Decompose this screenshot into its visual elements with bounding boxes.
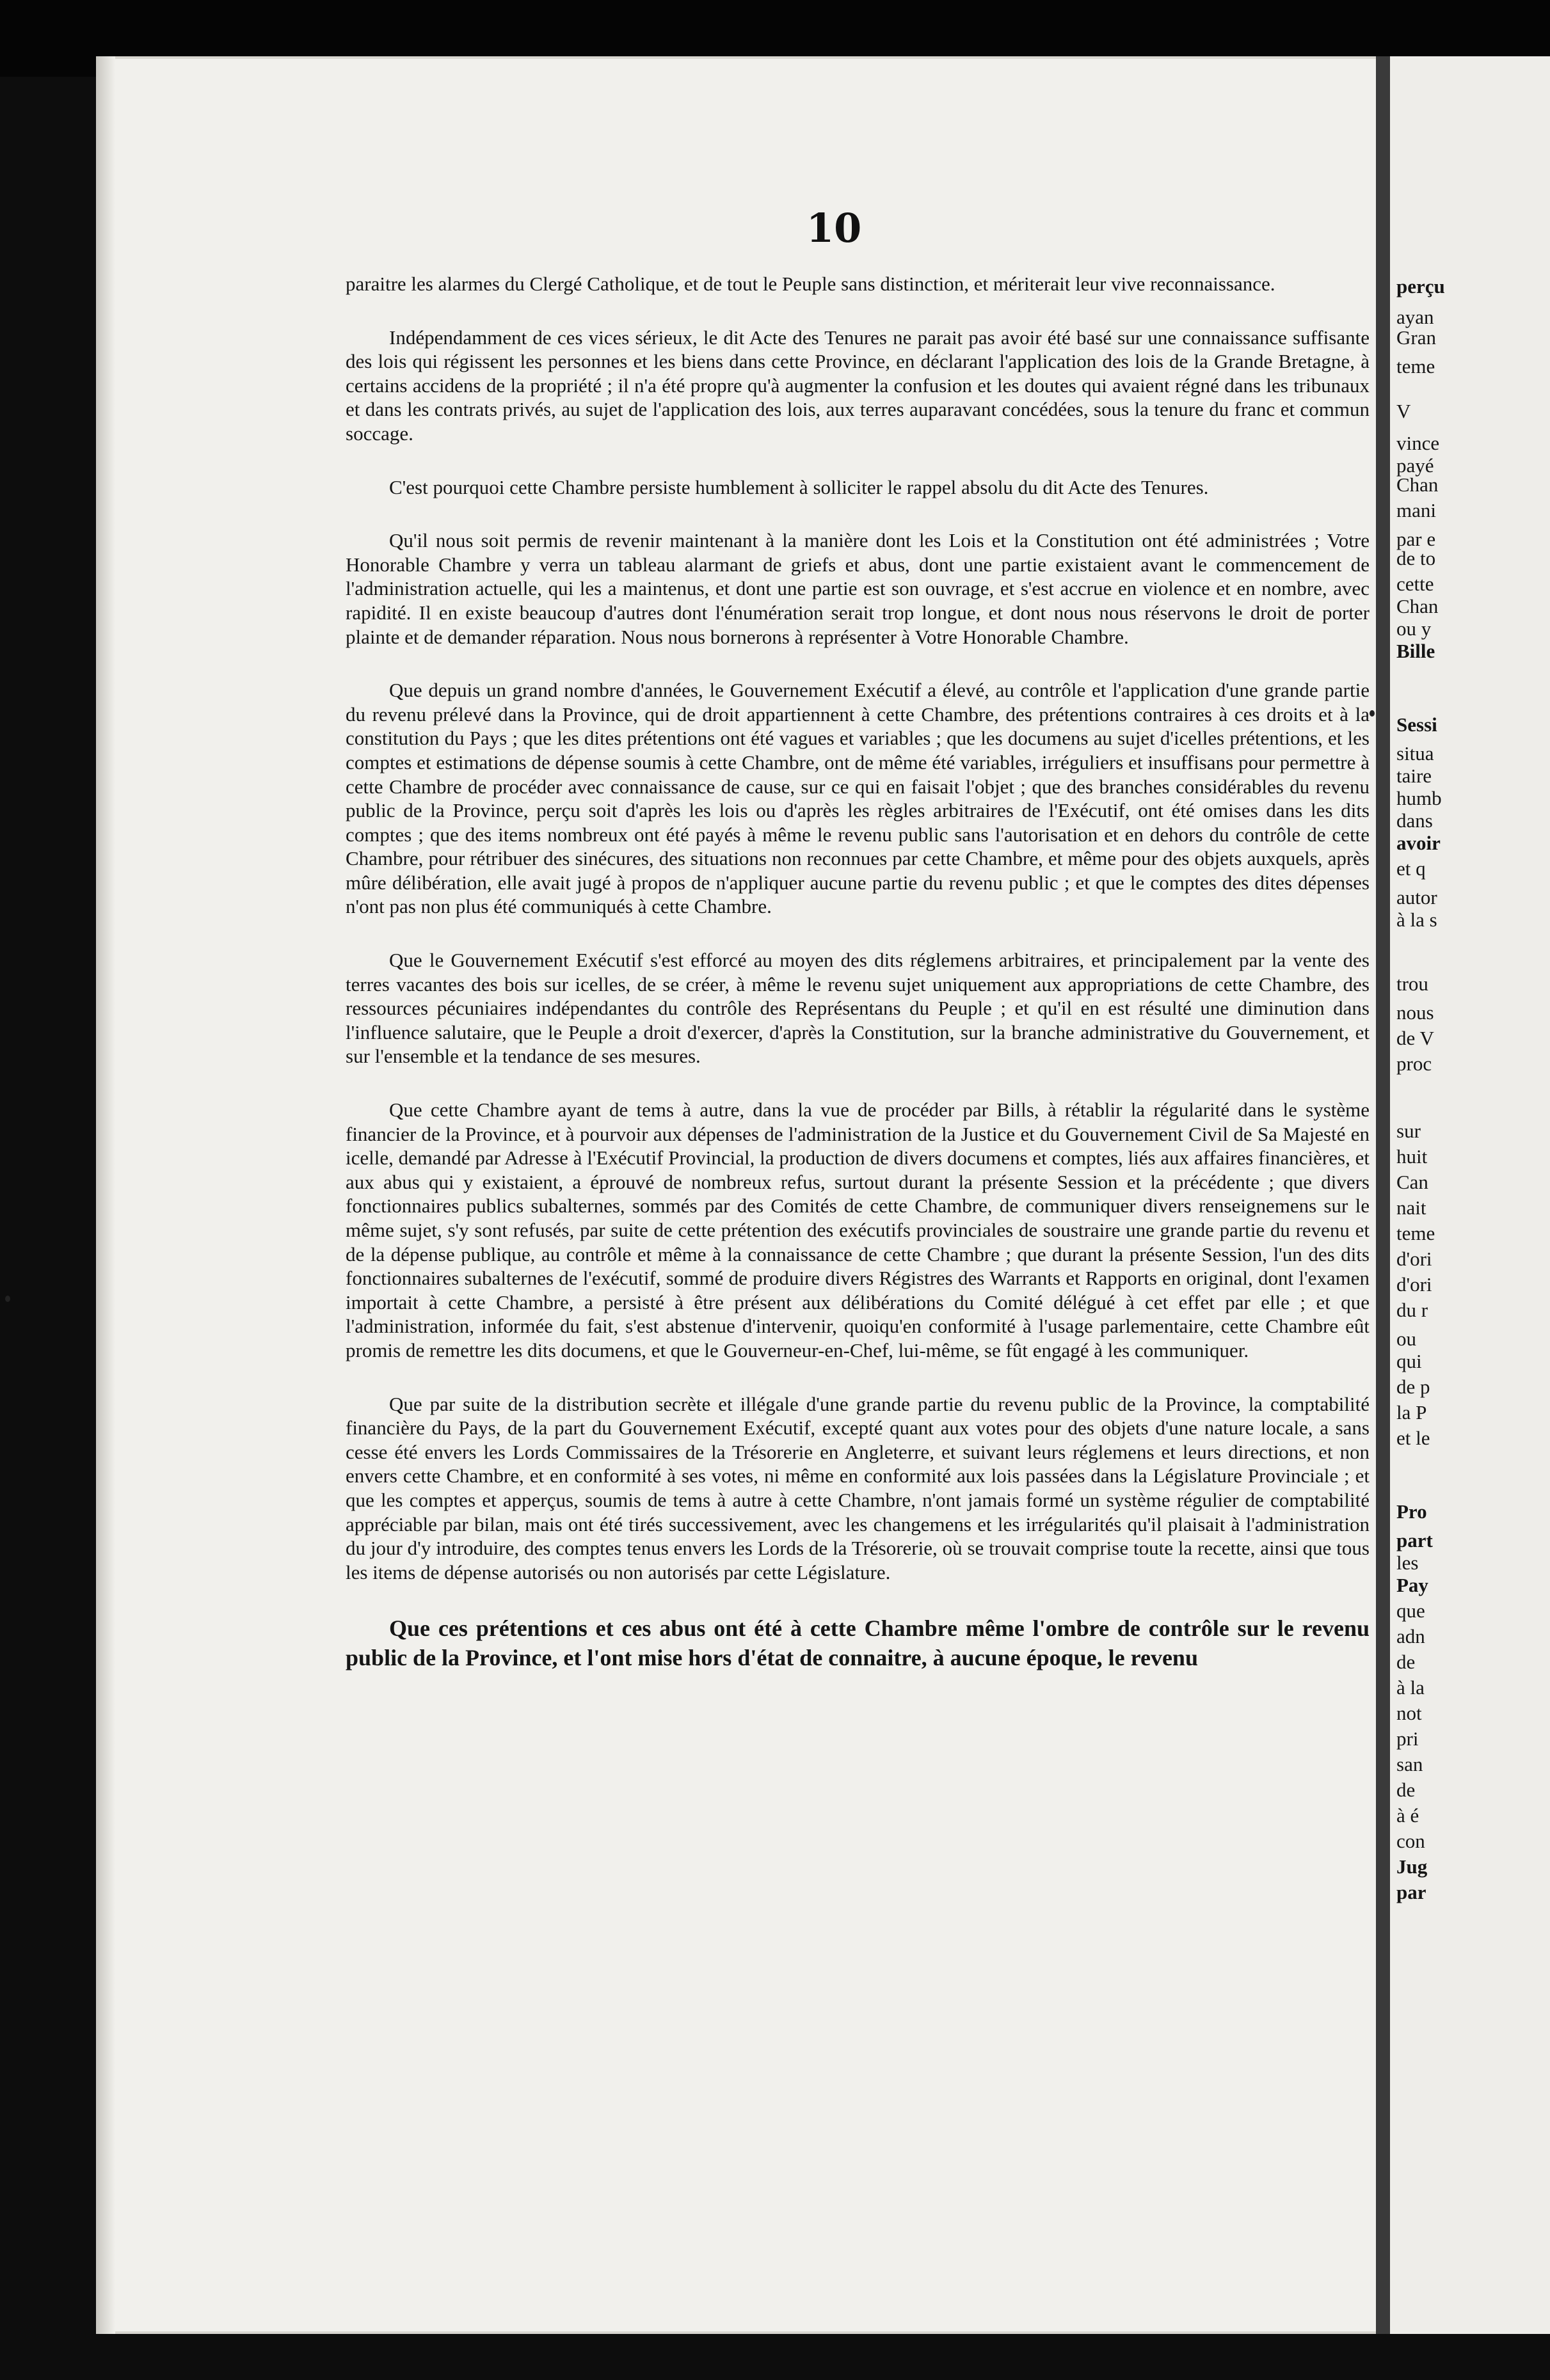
adjacent-page-fragment: Gran (1396, 326, 1436, 349)
adjacent-page-fragment: nait (1396, 1196, 1426, 1219)
adjacent-page-fragment: de p (1396, 1376, 1430, 1398)
adjacent-page-fragment: mani (1396, 499, 1436, 521)
adjacent-page-fragment: ou y (1396, 617, 1432, 640)
adjacent-page-fragment: san (1396, 1753, 1423, 1775)
margin-mark (1370, 710, 1375, 717)
adjacent-page-fragment: teme (1396, 355, 1435, 377)
adjacent-page-fragment: et le (1396, 1427, 1430, 1449)
paragraph: Que cette Chambre ayant de tems à autre, dans la vue de procéder par Bills, à rétablir la régularité dans le système financier de la Province, et à pourvoir aux dépenses de l'administration de la Justice et du Gouvernement Civil de Sa Majesté en icelle, demandé par Adresse à l'Exécutif Provincial, la production de divers documens et comptes, liés aux affaires financières, et aux abus qui y existaient, a éprouvé de nombreux refus, surtout durant la présente Session et la précédente ; que divers fonctionnaires publics subalternes, sommés par des Comités de cette Chambre, de communiquer divers renseignemens sur le même sujet, s'y sont refusés, par suite de cette prétention des exécutifs provinciales de soustraire une grande partie du revenu et de la dépense publique, au contrôle et même à la connaissance de cette Chambre ; que durant la présente Session, l'un des dits fonctionnaires subalternes de l'exécutif, sommé de produire divers Régistres des Warrants et Rapports en original, dont l'examen importait à cette Chambre, a persisté à être présent aux délibérations du Comité délégué à cet effet par elle ; et que l'administration, informée du fait, s'est abstenue d'intervenir, quoiqu'en conformité à l'usage parlementaire, cette Chambre eût promis de remettre les dits documens, et que le Gouverneur-en-Chef, lui-même, se fût engagé à les communiquer. (346, 1099, 1370, 1361)
adjacent-page-fragment: vince (1396, 432, 1440, 454)
adjacent-page-fragment: à la s (1396, 908, 1437, 931)
adjacent-page-fragment: Pro (1396, 1500, 1427, 1523)
adjacent-page-fragment: proc (1396, 1052, 1432, 1075)
adjacent-page-fragment: autor (1396, 886, 1437, 908)
paragraph: Qu'il nous soit permis de revenir maintenant à la manière dont les Lois et la Constitution ont été administrées ; Votre Honorable Chambre y verra un tableau alarmant de griefs et abus, dont une partie existaient avant le commencement de l'administration actuelle, qui les a maintenus, et dont une partie est son ouvrage, et s'est accrue en violence et en nombre, avec rapidité. Il en existe beaucoup d'autres dont l'énumération serait trop longue, et dont nous nous réservons le droit de porter plainte et de demander réparation. Nous nous bornerons à représenter à Votre Honorable Chambre. (346, 529, 1370, 648)
adjacent-page-fragment: con (1396, 1830, 1425, 1852)
adjacent-page-fragment: par (1396, 1881, 1426, 1903)
adjacent-page-fragment: par e (1396, 528, 1436, 550)
adjacent-page-fragment: cette (1396, 573, 1434, 595)
adjacent-page-fragment: d'ori (1396, 1248, 1432, 1270)
page-edge-shadow (96, 56, 115, 2334)
margin-mark (5, 1296, 10, 1302)
paragraph: Que le Gouvernement Exécutif s'est efforcé au moyen des dits réglemens arbitraires, et principalement par la vente des terres vacantes des bois sur icelles, de se créer, à même le revenu sujet uniquement aux appropriations de cette Chambre, des ressources pécuniaires indépendantes du contrôle des Représentans du Peuple ; et qu'il en est résulté une diminution dans l'influence salutaire, que le Peuple a droit d'exercer, d'après la Constitution, sur la branche administrative du Gouvernement, et sur l'ensemble et la tendance de ses mesures. (346, 949, 1370, 1068)
adjacent-page-fragment: à la (1396, 1676, 1425, 1699)
adjacent-page-fragment: à é (1396, 1804, 1419, 1827)
adjacent-page-fragment: situa (1396, 742, 1434, 765)
page-number: 10 (806, 205, 862, 251)
adjacent-page-fragment: payé (1396, 454, 1434, 477)
adjacent-page-fragment: du r (1396, 1299, 1428, 1321)
paragraph: Indépendamment de ces vices sérieux, le dit Acte des Tenures ne parait pas avoir été basé sur une connaissance suffisante des lois qui régissent les personnes et les biens dans cette Province, en déclarant l'application des lois de la Grande Bretagne, à certains accidens de la propriété ; il n'a été propre qu'à augmenter la confusion et les doutes qui avaient régné dans les tribunaux et dans les contrats privés, au sujet de l'application des lois, aux terres auparavant concédées, sous la tenure du franc et commun soccage. (346, 326, 1370, 445)
adjacent-page-fragment: pri (1396, 1727, 1419, 1750)
adjacent-page-fragment: adn (1396, 1625, 1425, 1647)
adjacent-page-fragment: que (1396, 1599, 1425, 1622)
adjacent-page-fragment: ayan (1396, 306, 1434, 328)
adjacent-page-fragment: de V (1396, 1027, 1434, 1049)
adjacent-page-fragment: V (1396, 400, 1411, 422)
book-gutter (1376, 56, 1390, 2334)
adjacent-page-fragment: la P (1396, 1401, 1427, 1424)
adjacent-page-fragment: de to (1396, 547, 1436, 569)
adjacent-page-fragment: qui (1396, 1350, 1422, 1372)
adjacent-page-fragment: dans (1396, 809, 1433, 832)
adjacent-page-fragment: sur (1396, 1120, 1421, 1142)
adjacent-page-fragment: ou (1396, 1328, 1416, 1350)
paragraph: paraitre les alarmes du Clergé Catholique, et de tout le Peuple sans distinction, et mériterait leur vive reconnaissance. (346, 273, 1275, 295)
paragraph: Que par suite de la distribution secrète et illégale d'une grande partie du revenu public de la Province, la comptabilité financière du Pays, de la part du Gouvernement Exécutif, excepté quant aux votes pour des objets d'une nature locale, a sans cesse été envers les Lords Commissaires de la Trésorerie en Angleterre, et suivant leurs réglemens et leurs directions, et non envers cette Chambre, et en conformité à ses votes, ni même en conformité aux lois passées dans la Législature Provinciale ; et que les comptes et apperçus, soumis de tems à autre à cette Chambre, n'ont jamais formé un système régulier de comptabilité appréciable par bilan, mais ont été tirés successivement, avec les changemens et les irrégularités qu'il plaisait à l'administration du jour d'y introduire, des comptes tenus envers les Lords de la Trésorerie, où se trouvait comprise toute la recette, ainsi que tous les items de dépense autorisés ou non autorisés par cette Législature. (346, 1392, 1370, 1583)
paragraph: Que depuis un grand nombre d'années, le Gouvernement Exécutif a élevé, au contrôle et l'application d'une grande partie du revenu prélevé dans la Province, qui de droit appartiennent à cette Chambre, des prétentions contraires à ces droits et à la constitution du Pays ; que les dites prétentions ont été vagues et variables ; que les documens au sujet d'icelles prétentions, et les comptes et estimations de dépense soumis à cette Chambre, ont de même été variables, irréguliers et insuffisans pour permettre à cette Chambre de procéder avec connaissance de cause, sur ce qui en faisait l'objet ; que des branches considérables du revenu public de la Province, perçu soit d'après les lois ou d'après les règles arbitraires de l'Exécutif, ont été omises dans les dits comptes ; que des items nombreux ont été payés à même le revenu public sans l'autorisation et en dehors du contrôle de cette Chambre, pour rétribuer des sinécures, des situations non reconnues par cette Chambre, et même pour des objets auxquels, après mûre délibération, elle avait jugé à propos de n'appliquer aucune partie du revenu public ; et que le comptes des dites dépenses n'ont pas non plus été communiqués à cette Chambre. (346, 679, 1370, 918)
adjacent-page-fragment: Jug (1396, 1855, 1428, 1878)
adjacent-page-fragment: Pay (1396, 1574, 1428, 1596)
adjacent-page-fragment: et q (1396, 857, 1426, 880)
adjacent-page-fragment: Chan (1396, 595, 1439, 617)
adjacent-page-fragment: Sessi (1396, 713, 1437, 736)
adjacent-page-fragment: taire (1396, 765, 1432, 787)
adjacent-page-fragment: de (1396, 1779, 1416, 1801)
adjacent-page-fragment: Bille (1396, 640, 1435, 662)
adjacent-page-fragment: d'ori (1396, 1273, 1432, 1296)
adjacent-page-fragment: humb (1396, 787, 1442, 809)
adjacent-page-fragment: nous (1396, 1001, 1434, 1024)
adjacent-page-fragment: de (1396, 1651, 1416, 1673)
adjacent-page-fragment: part (1396, 1529, 1433, 1551)
adjacent-page-fragment: Chan (1396, 473, 1439, 496)
adjacent-page (1390, 56, 1550, 2334)
adjacent-page-fragment: trou (1396, 972, 1428, 995)
adjacent-page-fragment: les (1396, 1551, 1419, 1574)
adjacent-page-fragment: huit (1396, 1145, 1428, 1168)
adjacent-page-fragment: avoir (1396, 832, 1441, 854)
adjacent-page-fragment: teme (1396, 1222, 1435, 1244)
body-text (346, 272, 1370, 1702)
adjacent-page-fragment: perçu (1396, 275, 1445, 298)
paragraph-continued: Que ces prétentions et ces abus ont été à cette Chambre même l'ombre de contrôle sur le revenu public de la Province, et l'ont mise hors d'état de connaitre, à aucune époque, le revenu (346, 1615, 1370, 1671)
paragraph: C'est pourquoi cette Chambre persiste humblement à solliciter le rappel absolu du dit Acte des Tenures. (389, 475, 1209, 498)
adjacent-page-fragment: not (1396, 1702, 1422, 1724)
adjacent-page-fragment: Can (1396, 1171, 1428, 1193)
